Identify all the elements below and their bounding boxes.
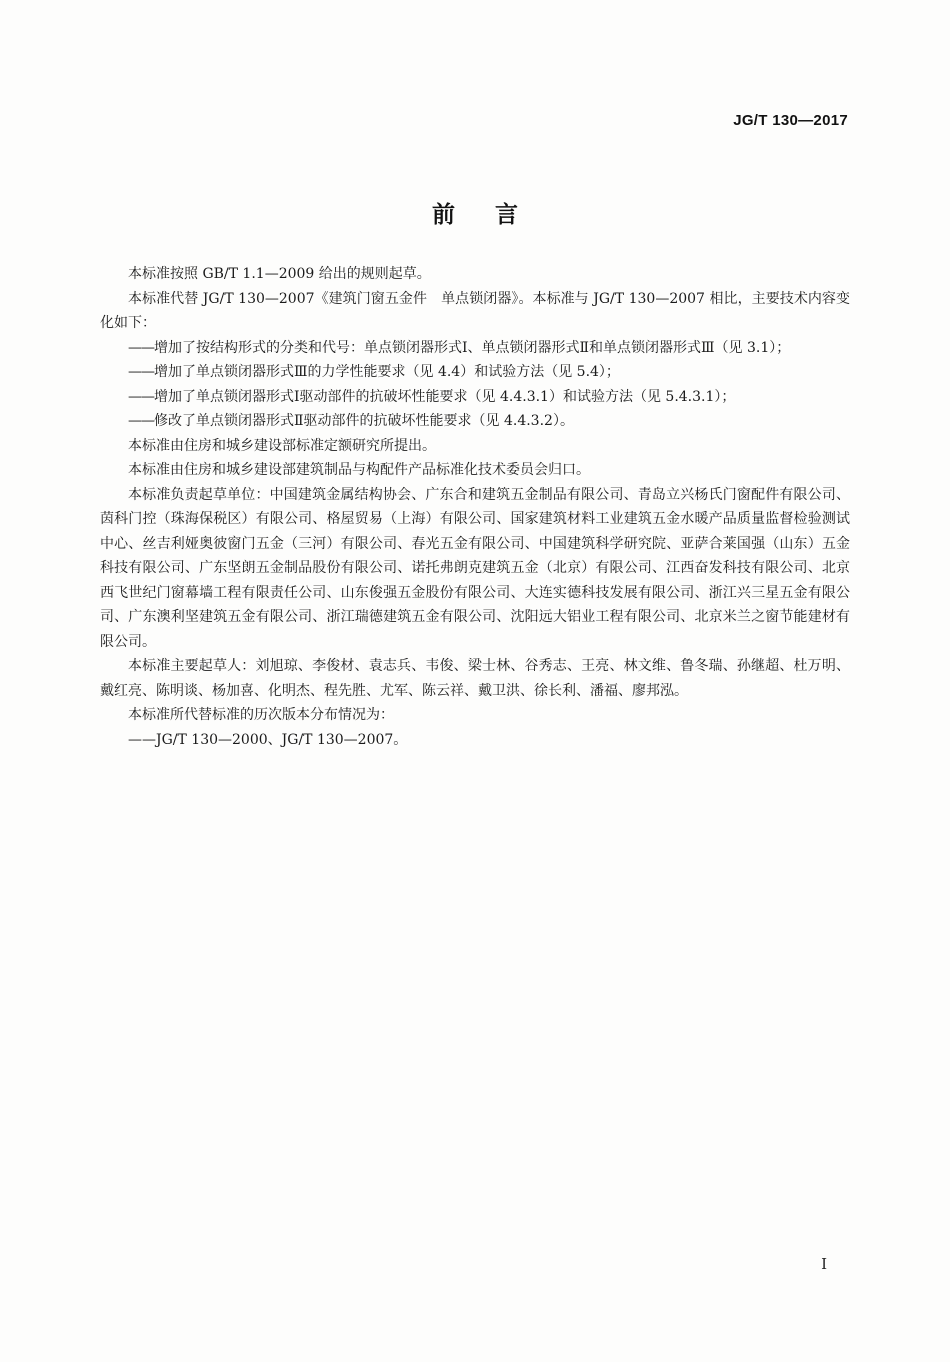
page-number: I xyxy=(821,1255,827,1273)
change-item xyxy=(100,409,850,434)
change-item-text: 增加了单点锁闭器形式Ⅲ的力学性能要求（见 4.4）和试验方法（见 5.4）； xyxy=(154,364,620,380)
dash-mark: —— xyxy=(128,339,154,356)
change-item xyxy=(100,360,850,385)
change-item-text: 增加了按结构形式的分类和代号：单点锁闭器形式Ⅰ、单点锁闭器形式Ⅱ和单点锁闭器形式Ⅲ（见 3.1）； xyxy=(154,339,791,356)
history-item-text: JG/T 130—2000、JG/T 130—2007。 xyxy=(156,731,408,748)
change-item xyxy=(100,385,850,410)
paragraph-replacement: 本标准代替 JG/T 130—2007《建筑门窗五金件 单点锁闭器》。本标准与 JG/T 130—2007 相比，主要技术内容变化如下： xyxy=(100,290,850,331)
change-item xyxy=(100,336,850,361)
dash-mark: —— xyxy=(128,364,154,380)
paragraph-drafting-rules: 本标准按照 GB/T 1.1—2009 给出的规则起草。 xyxy=(128,266,431,282)
dash-mark: —— xyxy=(128,731,156,748)
dash-mark: —— xyxy=(128,413,154,429)
change-item-text: 修改了单点锁闭器形式Ⅱ驱动部件的抗破坏性能要求（见 4.4.3.2）。 xyxy=(154,413,574,429)
paragraph-proposer: 本标准由住房和城乡建设部标准定额研究所提出。 xyxy=(128,437,436,454)
paragraph-history-intro: 本标准所代替标准的历次版本分布情况为： xyxy=(128,707,394,723)
foreword-body xyxy=(100,262,850,752)
paragraph-committee: 本标准由住房和城乡建设部建筑制品与构配件产品标准化技术委员会归口。 xyxy=(128,462,590,478)
standard-code: JG/T 130—2017 xyxy=(733,112,848,129)
paragraph-drafting-units: 本标准负责起草单位：中国建筑金属结构协会、广东合和建筑五金制品有限公司、青岛立兴杨氏门窗配件有限公司、茵科门控（珠海保税区）有限公司、格屋贸易（上海）有限公司、国家建筑材料工业建筑五金水暖产品质量监督检验测试中心、丝吉利娅奥彼窗门五金（三河）有限公司、春光五金有限公司、中国建筑科学研究院、亚萨合莱国强（山东）五金科技有限公司、广东坚朗五金制品股份有限公司、诺托弗朗克建筑五金（北京）有限公司、江西奋发科技有限公司、北京西飞世纪门窗幕墙工程有限责任公司、山东俊强五金股份有限公司、大连实德科技发展有限公司、浙江兴三星五金有限公司、广东澳利坚建筑五金有限公司、浙江瑞德建筑五金有限公司、沈阳远大铝业工程有限公司、北京米兰之窗节能建材有限公司。 xyxy=(100,486,850,650)
page-title: 前言 xyxy=(432,202,558,228)
paragraph-drafters: 本标准主要起草人：刘旭琼、李俊材、袁志兵、韦俊、梁士林、谷秀志、王亮、林文维、鲁冬瑞、孙继超、杜万明、戴红亮、陈明谈、杨加喜、化明杰、程先胜、尤军、陈云祥、戴卫洪、徐长利、潘福、廖邦泓。 xyxy=(100,658,850,699)
change-item-text: 增加了单点锁闭器形式Ⅰ驱动部件的抗破坏性能要求（见 4.4.3.1）和试验方法（见 5.4.3.1）； xyxy=(154,388,736,405)
dash-mark: —— xyxy=(128,388,154,405)
history-item xyxy=(100,728,850,753)
